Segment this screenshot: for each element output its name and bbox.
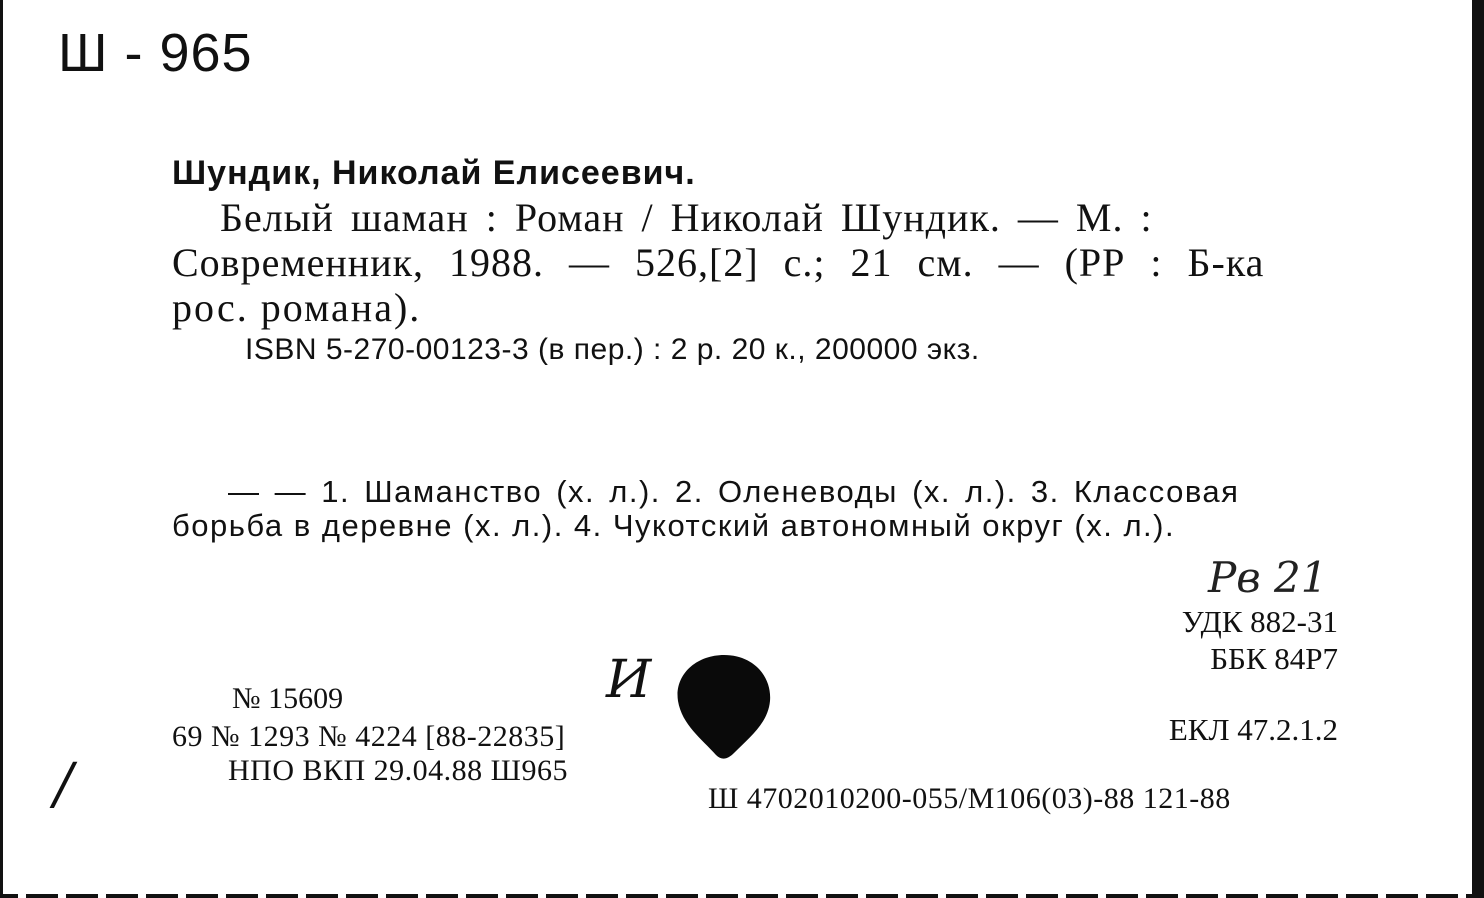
npo-line: НПО ВКП 29.04.88 Ш965 <box>228 754 568 787</box>
ekl-code: ЕКЛ 47.2.1.2 <box>1168 712 1338 747</box>
card-right-edge <box>1472 0 1484 898</box>
handwritten-signature: Рв 21 <box>1208 553 1328 602</box>
handwritten-initial: И <box>606 650 652 710</box>
subject-line-1: — — 1. Шаманство (х. л.). 2. Оленеводы (х. л.). 3. Классовая <box>228 474 1240 509</box>
ink-blot-mark <box>676 651 772 761</box>
order-line: 69 № 1293 № 4224 [88-22835] <box>172 720 566 753</box>
author-heading: Шундик, Николай Елисеевич. <box>172 154 696 192</box>
classification-code: Ш 4702010200-055/М106(03)-88 121-88 <box>708 782 1231 815</box>
subject-line-2: борьба в деревне (х. л.). 4. Чукотский автономный округ (х. л.). <box>172 508 1176 543</box>
card-number: № 15609 <box>232 682 344 715</box>
card-left-edge <box>0 0 3 898</box>
bbk-code: ББК 84Р7 <box>1210 641 1338 676</box>
handwritten-mark: / <box>54 752 73 817</box>
description-line-2: Современник, 1988. — 526,[2] с.; 21 см. — (РР : Б-ка <box>172 240 1265 285</box>
card-bottom-edge <box>0 894 1484 898</box>
description-line-3: рос. романа). <box>172 285 422 330</box>
shelf-mark: Ш - 965 <box>58 23 253 83</box>
description-line-1: Белый шаман : Роман / Николай Шундик. — М. : <box>220 195 1153 240</box>
udk-code: УДК 882-31 <box>1181 604 1338 639</box>
isbn-line: ISBN 5-270-00123-3 (в пер.) : 2 р. 20 к., 200000 экз. <box>245 333 980 366</box>
